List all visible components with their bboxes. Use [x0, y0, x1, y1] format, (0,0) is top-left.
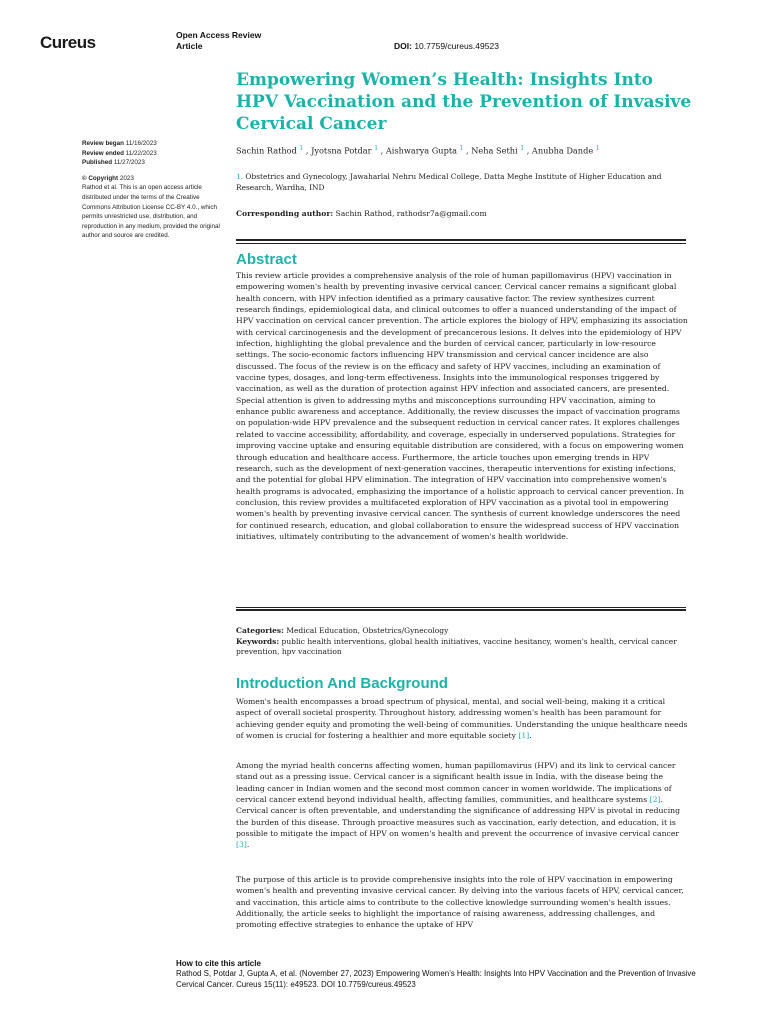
doi-label: DOI: — [394, 41, 412, 51]
keywords: Keywords: public health interventions, global health initiatives, vaccine hesitancy, women's health, cervical cancer prevention, hpv vaccination — [236, 636, 677, 657]
divider — [236, 243, 686, 244]
affiliation-number: 1. — [236, 172, 244, 181]
review-ended: Review ended 11/22/2023 — [82, 149, 157, 157]
intro-heading: Introduction And Background — [236, 675, 448, 692]
divider — [236, 607, 686, 608]
article-type — [176, 30, 261, 52]
doi-value[interactable]: 10.7759/cureus.49523 — [414, 41, 499, 51]
abstract-heading: Abstract — [236, 251, 297, 268]
review-began: Review began 11/16/2023 — [82, 140, 157, 147]
published-date: Published 11/27/2023 — [82, 159, 145, 167]
intro-paragraph-3: The purpose of this article is to provide comprehensive insights into the role of HPV vaccination in empowering women's health and preventing invasive cervical cancer. By delving into the various facets of HPV, cervical cancer, and vaccination, this article aims to contribute to the collective knowledge surrounding women's health issues. Additionally, the article seeks to highlight the importance of raising awareness, addressing challenges, and promoting effective strategies to enhance the uptake of HPV — [236, 875, 684, 930]
author-list: Sachin Rathod $^1$ , Jyotsna Potdar $^1$ , Aishwarya Gupta $^1$ , Neha Sethi $^1$ , Anubha Dande $^1$ — [236, 145, 600, 156]
citation-link[interactable]: [3] — [236, 840, 247, 850]
affiliation — [236, 171, 676, 193]
article-type-line2: Article — [176, 41, 203, 51]
article-type-line1: Open Access Review — [176, 30, 262, 40]
intro-paragraph-1: Women's health encompasses a broad spectrum of physical, mental, and social well-being, making it a critical aspect of overall societal prosperity. Throughout history, addressing women's health has been paramount for achieving gender equity and promoting the well-being of communities. Understanding the unique healthcare needs of women is crucial for fostering a healthier and more equitable society [1]. — [236, 697, 688, 741]
author-affil-ref: 1 — [520, 145, 525, 152]
author-affil-ref: 1 — [374, 145, 379, 152]
article-sidebar — [82, 139, 227, 241]
divider — [236, 239, 686, 241]
how-to-cite-heading: How to cite this article — [176, 959, 261, 968]
intro-paragraph-2: Among the myriad health concerns affecting women, human papillomavirus (HPV) and its link to cervical cancer stand out as a pressing issue. Cervical cancer is a significant health issue in India, with the disease being the leading cancer in Indian women and the second most common cancer in women worldwide. The implications of cervical cancer extend beyond individual health, affecting families, communities, and healthcare systems [2]. Cervical cancer is often preventable, and understanding the significance of addressing HPV is pivotal in reducing the burden of this disease. Through proactive measures such as vaccination, early detection, and education, it is possible to mitigate the impact of HPV on women's health and prevent the occurrence of invasive cervical cancer [3]. — [236, 761, 681, 850]
author[interactable]: Aishwarya Gupta — [385, 145, 457, 156]
categories: Categories: Medical Education, Obstetrics/Gynecology — [236, 626, 449, 635]
citation-link[interactable]: [1] — [518, 731, 530, 741]
categories-keywords — [236, 626, 686, 658]
copyright: © Copyright 2023 — [82, 174, 134, 182]
corresponding-author — [236, 209, 487, 218]
citation-link[interactable]: [2] — [649, 795, 661, 805]
author-affil-ref: 1 — [459, 145, 464, 152]
author[interactable]: Anubha Dande — [531, 145, 594, 156]
author[interactable]: Jyotsna Potdar — [311, 145, 372, 156]
cureus-logo[interactable]: Cureus — [40, 33, 96, 52]
license-text: Rathod et al. This is an open access article distributed under the terms of the Creative Commons Attribution License CC-BY 4.0., which permits unrestricted use, distribution, and reproduction in any medium, provided the original author and source are credited. — [82, 184, 220, 240]
author[interactable]: Neha Sethi — [471, 145, 518, 156]
abstract-text: This review article provides a comprehensive analysis of the role of human papillomavirus (HPV) vaccination in empowering women's health by preventing invasive cervical cancer. Cervical cancer remains a significant global health concern, with HPV infection identified as a primary causative factor. The review synthesizes current research findings, epidemiological data, and clinical outcomes to offer a nuanced understanding of the impact of HPV vaccination on cervical cancer prevention. The article explores the biology of HPV, emphasizing its association with cervical carcinogenesis and the development of precancerous lesions. It delves into the epidemiology of HPV infection, highlighting the global prevalence and the burden of cervical cancer, particularly in low-resource settings. The socio-economic factors influencing HPV transmission and cervical cancer incidence are also discussed. The focus of the review is on the efficacy and safety of HPV vaccines, including an examination of vaccine types, dosages, and long-term effectiveness. Insights into the immunological responses triggered by vaccination, as well as the duration of protection against HPV infection and associated cancers, are presented. Special attention is given to addressing myths and misconceptions surrounding HPV vaccination, aiming to enhance public awareness and acceptance. Additionally, the review discusses the impact of vaccination programs on population-wide HPV prevalence and the subsequent reduction in cervical cancer rates. It explores challenges related to vaccine accessibility, affordability, and coverage, especially in underserved populations. Strategies for improving vaccine uptake and ensuring equitable distribution are considered, with a focus on empowering women through education and healthcare access. Furthermore, the article touches upon emerging trends in HPV research, such as the development of next-generation vaccines, therapeutic interventions for existing infections, and the potential for global HPV elimination. The integration of HPV vaccination into comprehensive women's health programs is advocated, emphasizing the importance of a holistic approach to cervical cancer prevention. In conclusion, this review provides a multifaceted exploration of HPV vaccination as a pivotal tool in empowering women's health by preventing invasive cervical cancer. The synthesis of current knowledge underscores the need for continued research, education, and global collaboration to ensure the widespread success of HPV vaccination initiatives, ultimately contributing to the advancement of women's health worldwide. — [236, 271, 688, 541]
author-affil-ref: 1 — [299, 145, 304, 152]
author-affil-ref: 1 — [595, 145, 600, 152]
categories-text[interactable]: Medical Education, Obstetrics/Gynecology — [286, 626, 449, 635]
divider — [236, 609, 686, 611]
author[interactable]: Sachin Rathod — [236, 145, 297, 156]
keywords-text: public health interventions, global health initiatives, vaccine hesitancy, women's health, cervical cancer prevention, hpv vaccination — [236, 636, 677, 657]
corresponding-label: Corresponding author: — [236, 209, 334, 218]
header-doi — [394, 41, 499, 51]
article-title: Empowering Women’s Health: Insights Into HPV Vaccination and the Prevention of Invasive Cervical Cancer — [236, 70, 692, 134]
how-to-cite-text: Rathod S, Potdar J, Gupta A, et al. (November 27, 2023) Empowering Women’s Health: Insights Into HPV Vaccination and the Prevention of Invasive Cervical Cancer. Cureus 15(11): e49523. DOI 10.7759/cureus.49523 — [176, 969, 696, 989]
affiliation-text: Obstetrics and Gynecology, Jawaharlal Nehru Medical College, Datta Meghe Institute of Higher Education and Research, Wardha, IND — [236, 172, 662, 192]
corresponding-text[interactable]: Sachin Rathod, rathodsr7a@gmail.com — [335, 209, 487, 218]
